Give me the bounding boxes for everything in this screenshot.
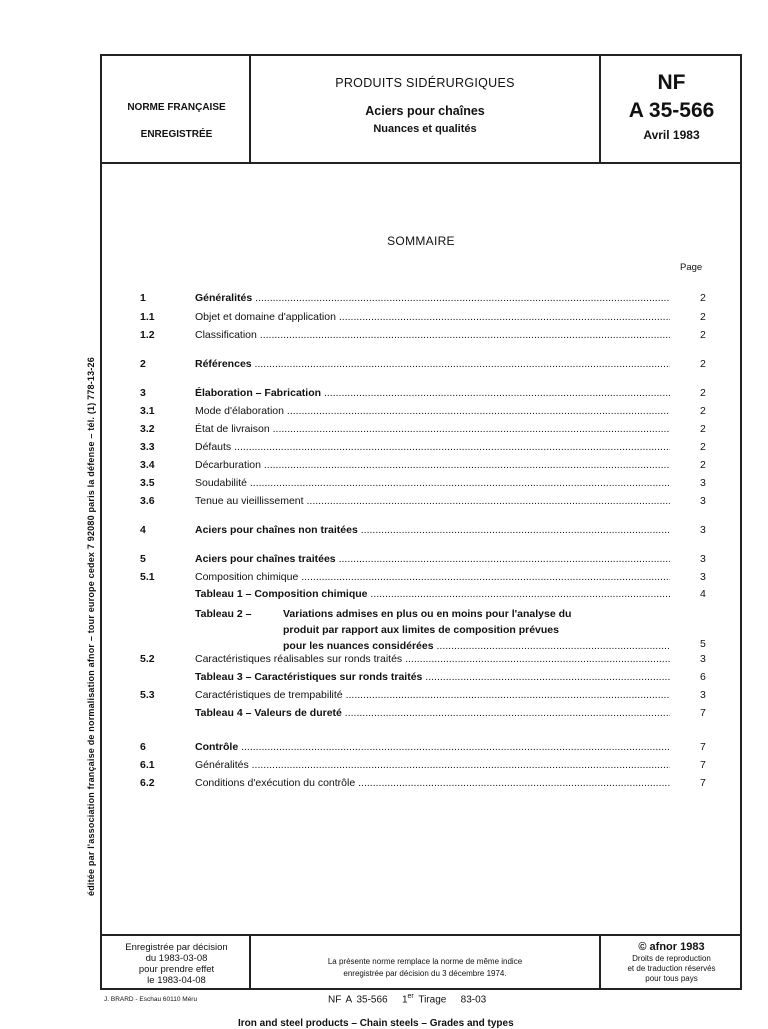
toc-entry-number: 1.1 (140, 311, 155, 323)
toc-entry (102, 777, 740, 793)
toc-entry-page: 2 (700, 441, 706, 453)
toc-entry-title: Références ..... (195, 358, 670, 370)
document-category: PRODUITS SIDÉRURGIQUES (335, 76, 515, 90)
toc-entry-page: 2 (700, 292, 706, 304)
toc-entry-page: 7 (700, 759, 706, 771)
toc-entry-title: Objet et domaine d'application ..... (195, 311, 670, 323)
toc-entry-page: 7 (700, 707, 706, 719)
toc-entry-number: 5.1 (140, 571, 155, 583)
toc-entry (102, 423, 740, 439)
rights-line2: et de traduction réservés (627, 964, 716, 973)
toc-entry (102, 329, 740, 345)
header-divider (102, 162, 740, 164)
toc-entry (102, 571, 740, 587)
toc-entry (102, 689, 740, 705)
print-code: 83-03 (460, 994, 487, 1006)
print-tirage-num: 1 (401, 994, 408, 1006)
toc-entry (102, 741, 740, 757)
toc-entry-title: Tenue au vieillissement ..... (195, 495, 670, 507)
registration-line2: du 1983-03-08 (145, 953, 208, 964)
toc-entry-title: Classification ..... (195, 329, 670, 341)
toc-entry-title: État de livraison ..... (195, 423, 670, 435)
toc-entry (102, 292, 740, 308)
toc-entry-number: 5 (140, 553, 146, 565)
toc-entry-page: 2 (700, 387, 706, 399)
toc-entry-page: 3 (700, 495, 706, 507)
toc-entry-page: 7 (700, 777, 706, 789)
copyright-line: © afnor 1983 (638, 941, 705, 953)
document-title-block (251, 76, 599, 135)
replacement-line2: enregistrée par décision du 3 décembre 1974. (343, 969, 507, 978)
standard-number: A 35-566 (628, 99, 715, 122)
norm-status-line2: ENREGISTRÉE (140, 129, 213, 140)
standard-prefix: NF (657, 71, 686, 94)
toc-entry-page: 2 (700, 358, 706, 370)
toc-entry-number: 3.3 (140, 441, 155, 453)
toc-entry-page: 3 (700, 653, 706, 665)
toc-entry (102, 671, 740, 687)
document-frame (100, 54, 742, 990)
registration-info (104, 942, 249, 986)
tableau-2-label: Tableau 2 – (195, 608, 252, 620)
summary-title: SOMMAIRE (387, 234, 455, 248)
tableau-2-line2: produit par rapport aux limites de composition prévues (283, 624, 559, 636)
toc-entry-number: 3.6 (140, 495, 155, 507)
printer-credit: J. BRARD - Eschau 60110 Méru (104, 996, 198, 1003)
rights-line3: pour tous pays (645, 974, 698, 983)
toc-entry-page: 2 (700, 329, 706, 341)
toc-entry (102, 387, 740, 403)
standard-id-block (601, 70, 742, 142)
toc-entry-number: 4 (140, 524, 146, 536)
publisher-sidebar-text: éditée par l'association française de normalisation afnor – tour europe cedex 7 92080 paris la défense – tél. (1) 778-13-26 (86, 357, 96, 896)
toc-entry-page: 3 (700, 553, 706, 565)
replacement-line1: La présente norme remplace la norme de même indice (327, 957, 523, 966)
toc-entry (102, 311, 740, 327)
toc-entry-number: 6.2 (140, 777, 155, 789)
toc-entry-title: Tableau 1 – Composition chimique ..... (195, 588, 670, 600)
document-subtitle: Nuances et qualités (373, 123, 477, 135)
toc-entry (102, 495, 740, 511)
toc-entry-title: Conditions d'exécution du contrôle ..... (195, 777, 670, 789)
toc-entry-number: 1 (140, 292, 146, 304)
toc-entry (102, 653, 740, 669)
english-title: Iron and steel products – Chain steels – Grades and types (238, 1018, 514, 1029)
tableau-2-page: 5 (700, 638, 706, 650)
toc-entry (102, 358, 740, 374)
toc-entry-number: 1.2 (140, 329, 155, 341)
print-ref-number: NF A 35-566 (328, 994, 388, 1006)
toc-entry-title: Contrôle ..... (195, 741, 670, 753)
norm-status (104, 94, 249, 148)
toc-entry-title: Tableau 3 – Caractéristiques sur ronds traités ..... (195, 671, 670, 683)
toc-entry-number: 3.4 (140, 459, 155, 471)
toc-entry-number: 3.5 (140, 477, 155, 489)
toc-entry-title: Caractéristiques de trempabilité ..... (195, 689, 670, 701)
replacement-notice (251, 956, 599, 980)
toc-entry-number: 3.2 (140, 423, 155, 435)
toc-entry (102, 441, 740, 457)
toc-entry-page: 3 (700, 524, 706, 536)
toc-entry-number: 6.1 (140, 759, 155, 771)
toc-entry-number: 2 (140, 358, 146, 370)
toc-entry (102, 759, 740, 775)
registration-line3: pour prendre effet (138, 964, 215, 975)
toc-entry-title: Aciers pour chaînes non traitées ..... (195, 524, 670, 536)
toc-entry-page: 2 (700, 423, 706, 435)
registration-line1: Enregistrée par décision (125, 942, 228, 953)
tableau-2-line3: pour les nuances considérées ..... (283, 638, 669, 654)
toc-entry-number: 3.1 (140, 405, 155, 417)
toc-entry-title: Défauts ..... (195, 441, 670, 453)
toc-entry (102, 524, 740, 540)
toc-entry-title: Décarburation ..... (195, 459, 670, 471)
toc-entry-page: 4 (700, 588, 706, 600)
toc-entry-title: Généralités ..... (195, 759, 670, 771)
toc-entry-title: Aciers pour chaînes traitées ..... (195, 553, 670, 565)
print-tirage-word: Tirage (418, 994, 447, 1006)
page-column-label: Page (680, 262, 703, 273)
toc-entry-page: 3 (700, 477, 706, 489)
norm-status-line1: NORME FRANÇAISE (127, 102, 226, 113)
toc-entry-page: 6 (700, 671, 706, 683)
toc-entry (102, 459, 740, 475)
toc-entry-tableau-2 (195, 606, 675, 654)
standard-date: Avril 1983 (643, 128, 700, 142)
print-reference (328, 993, 486, 1005)
toc-entry-page: 2 (700, 459, 706, 471)
footer-divider (102, 934, 740, 936)
tableau-2-line1: Variations admises en plus ou en moins pour l'analyse du (283, 608, 572, 620)
document-title: Aciers pour chaînes (365, 104, 485, 118)
toc-entry-number: 5.3 (140, 689, 155, 701)
registration-line4: le 1983-04-08 (147, 975, 206, 986)
toc-entry-title: Tableau 4 – Valeurs de dureté ..... (195, 707, 670, 719)
toc-entry (102, 588, 740, 604)
toc-entry-title: Composition chimique ..... (195, 571, 670, 583)
toc-entry-page: 7 (700, 741, 706, 753)
toc-entry (102, 707, 740, 723)
toc-entry-title: Mode d'élaboration ..... (195, 405, 670, 417)
toc-entry-title: Caractéristiques réalisables sur ronds traités ..... (195, 653, 670, 665)
rights-line1: Droits de reproduction (632, 954, 711, 963)
copyright-block (601, 940, 742, 984)
toc-entry-number: 3 (140, 387, 146, 399)
print-tirage-sup: er (407, 993, 414, 1000)
toc-entry-title: Élaboration – Fabrication ..... (195, 387, 670, 399)
toc-entry-page: 2 (700, 405, 706, 417)
toc-entry (102, 553, 740, 569)
toc-entry-page: 3 (700, 689, 706, 701)
toc-entry-title: Généralités ..... (195, 292, 670, 304)
toc-entry-title: Soudabilité ..... (195, 477, 670, 489)
toc-entry (102, 477, 740, 493)
toc-entry-page: 3 (700, 571, 706, 583)
toc-entry-number: 6 (140, 741, 146, 753)
toc-entry (102, 405, 740, 421)
toc-entry-number: 5.2 (140, 653, 155, 665)
toc-entry-page: 2 (700, 311, 706, 323)
